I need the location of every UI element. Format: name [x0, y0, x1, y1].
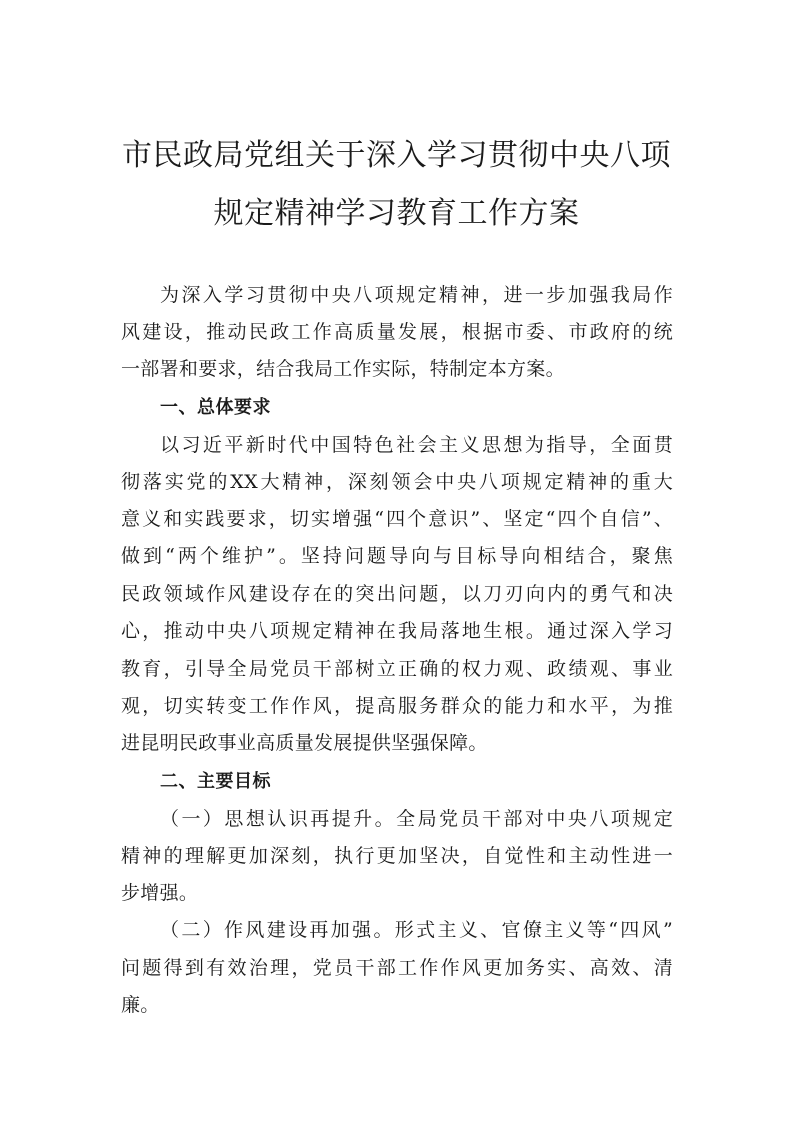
goal-item-2-line: 廉。 [121, 994, 160, 1016]
intro-paragraph-line: 一部署和要求，结合我局工作实际，特制定本方案。 [121, 358, 565, 380]
section1-paragraph-line: 观，切实转变工作作风，提高服务群众的能力和水平，为推 [121, 695, 673, 717]
goal-item-2-line: （二）作风建设再加强。形式主义、官僚主义等“四风” [160, 919, 673, 941]
section1-paragraph-line: 教育，引导全局党员干部树立正确的权力观、政绩观、事业 [121, 658, 673, 680]
section-heading-main-goals: 二、主要目标 [160, 771, 271, 792]
section1-paragraph-line: 进昆明民政事业高质量发展提供坚强保障。 [121, 732, 488, 754]
intro-paragraph-line: 风建设，推动民政工作高质量发展，根据市委、市政府的统 [121, 321, 673, 343]
section1-paragraph-line: 彻落实党的XX大精神，深刻领会中央八项规定精神的重大 [121, 471, 673, 493]
intro-paragraph-line: 为深入学习贯彻中央八项规定精神，进一步加强我局作 [160, 284, 673, 306]
section-heading-general-requirements: 一、总体要求 [160, 397, 271, 418]
document-title-line-2: 规定精神学习教育工作方案 [213, 196, 580, 231]
section1-paragraph-line: 心，推动中央八项规定精神在我局落地生根。通过深入学习 [121, 620, 673, 642]
section1-paragraph-line: 意义和实践要求，切实增强“四个意识”、坚定“四个自信”、 [121, 508, 673, 530]
section1-paragraph-line: 以习近平新时代中国特色社会主义思想为指导，全面贯 [160, 434, 673, 456]
goal-item-1-line: （一）思想认识再提升。全局党员干部对中央八项规定 [160, 808, 673, 830]
goal-item-1-line: 精神的理解更加深刻，执行更加坚决，自觉性和主动性进一 [121, 845, 673, 867]
section1-paragraph-line: 民政领域作风建设存在的突出问题，以刀刃向内的勇气和决 [121, 583, 673, 605]
goal-item-2-line: 问题得到有效治理，党员干部工作作风更加务实、高效、清 [121, 957, 673, 979]
goal-item-1-line: 步增强。 [121, 882, 199, 904]
section1-paragraph-line: 做到“两个维护”。坚持问题导向与目标导向相结合，聚焦 [121, 545, 673, 567]
document-title-line-1: 市民政局党组关于深入学习贯彻中央八项 [122, 138, 671, 173]
